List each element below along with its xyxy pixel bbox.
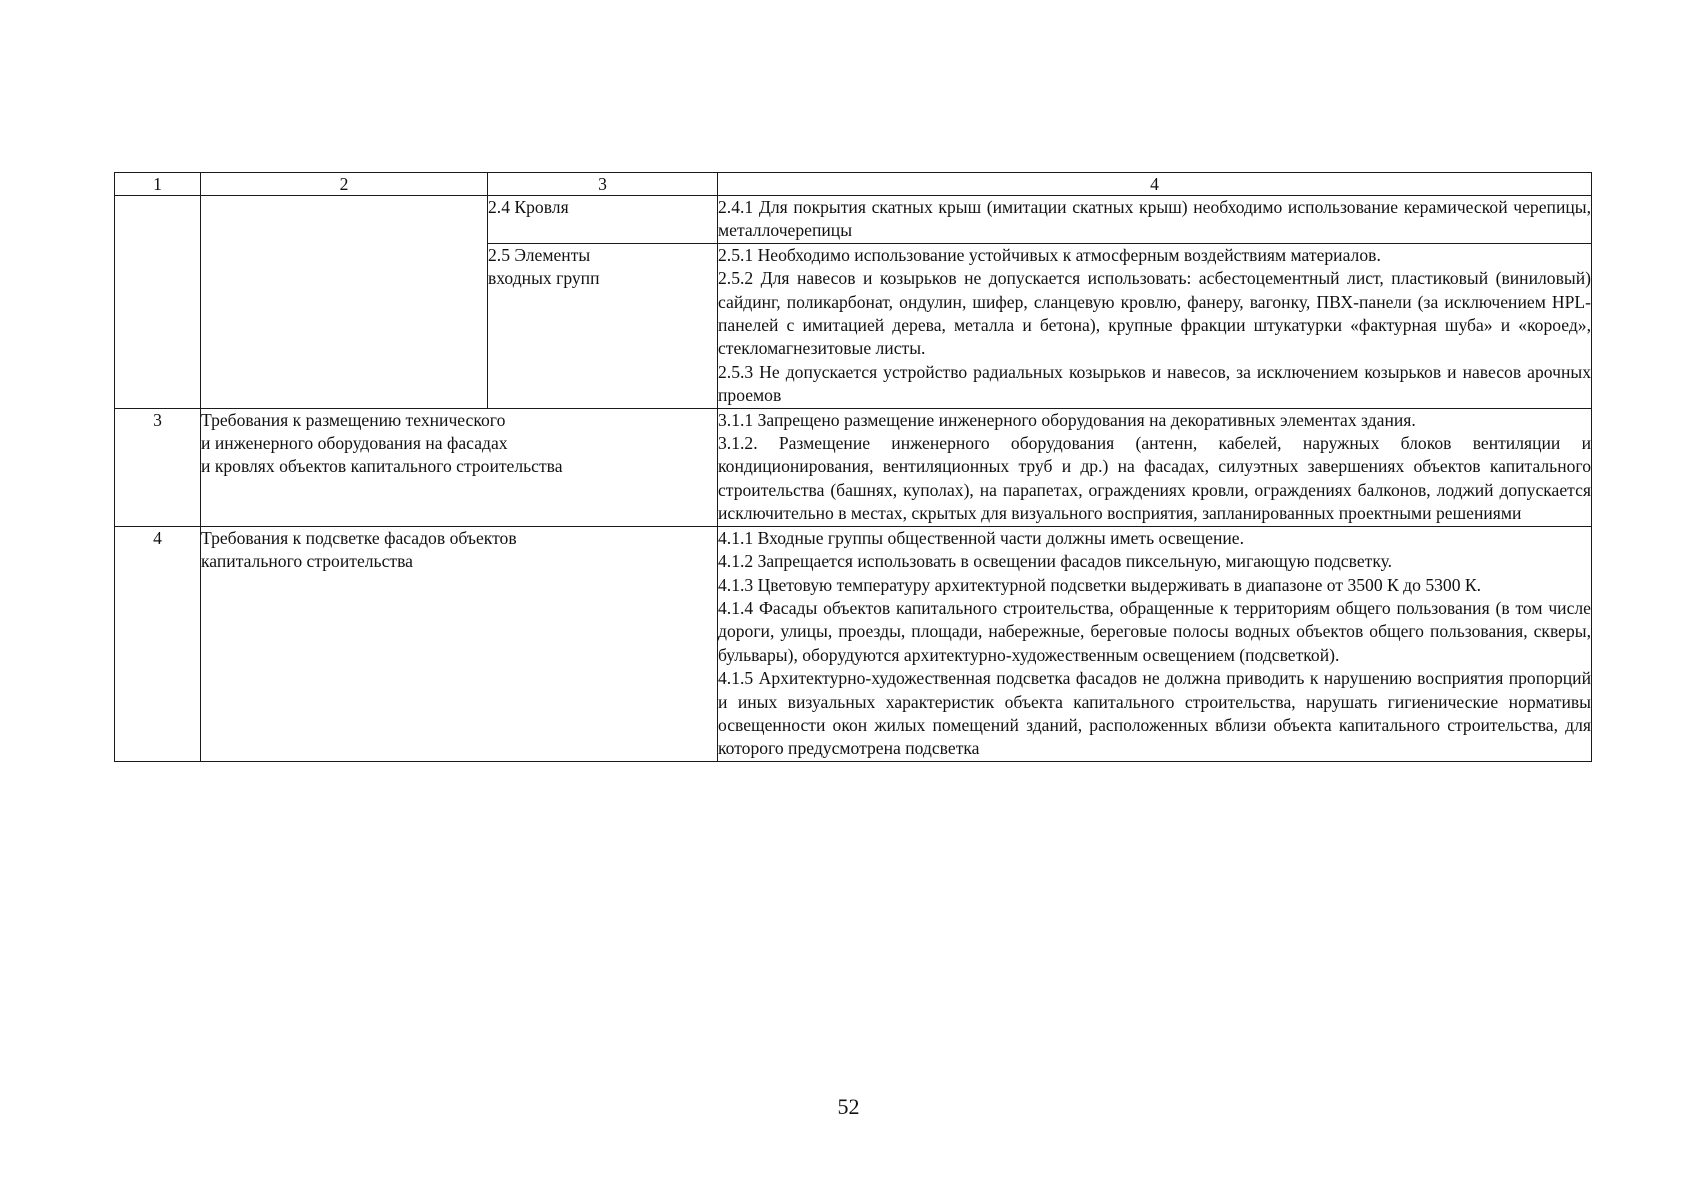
paragraph-4-1-1: 4.1.1 Входные группы общественной части должны иметь освещение. [718, 527, 1244, 548]
table-row-section-3 [115, 408, 1592, 526]
section3-title-line-1: Требования к размещению технического [201, 409, 506, 430]
roof-requirements [718, 196, 1592, 244]
header-col-4: 4 [718, 173, 1592, 196]
section3-title [201, 408, 718, 526]
paragraph-2-5-1: 2.5.1 Необходимо использование устойчивых к атмосферным воздействиям материалов. [718, 244, 1381, 265]
section4-requirements [718, 526, 1592, 761]
paragraph-2-4-1: 2.4.1 Для покрытия скатных крыш (имитации скатных крыш) необходимо использование керамической черепицы, металлочерепицы [718, 197, 1591, 241]
table-row-section-4 [115, 526, 1592, 761]
section4-title-line-1: Требования к подсветке фасадов объектов [201, 527, 517, 548]
section3-title-line-2: и инженерного оборудования на фасадах [201, 433, 508, 454]
paragraph-4-1-5: 4.1.5 Архитектурно-художественная подсветка фасадов не должна приводить к нарушению восприятия пропорций и иных визуальных характеристик объекта капитального строительства, нарушать гигиенические нормативы освещенности окон жилых помещений зданий, расположенных вблизи объекта капитального строительства, для которого предусмотрена подсветка [718, 668, 1591, 759]
table-row-roof [115, 196, 1592, 244]
paragraph-4-1-4: 4.1.4 Фасады объектов капитального строительства, обращенные к территориям общего пользования (в том числе дороги, улицы, проезды, площади, набережные, береговые полосы водных объектов общего пользования, скверы, бульвары), оборудуются архитектурно-художественным освещением (подсветкой). [718, 597, 1591, 665]
table-header-row [115, 173, 1592, 196]
section2-number-cell [115, 196, 201, 409]
page-number: 52 [837, 1094, 860, 1119]
section4-number: 4 [115, 526, 201, 761]
section3-number: 3 [115, 408, 201, 526]
entrance-label [488, 243, 718, 408]
entrance-label-line-2: входных групп [488, 268, 600, 289]
paragraph-4-1-2: 4.1.2 Запрещается использовать в освещении фасадов пиксельную, мигающую подсветку. [718, 551, 1393, 572]
header-col-1: 1 [115, 173, 201, 196]
roof-label: 2.4 Кровля [488, 196, 718, 244]
header-col-3: 3 [488, 173, 718, 196]
requirements-table [114, 172, 1592, 762]
header-col-2: 2 [201, 173, 488, 196]
paragraph-3-1-1: 3.1.1 Запрещено размещение инженерного оборудования на декоративных элементах здания. [718, 409, 1416, 430]
section3-title-line-3: и кровлях объектов капитального строительства [201, 456, 563, 477]
entrance-label-line-1: 2.5 Элементы [488, 244, 591, 265]
section4-title [201, 526, 718, 761]
entrance-requirements [718, 243, 1592, 408]
section3-requirements [718, 408, 1592, 526]
paragraph-4-1-3: 4.1.3 Цветовую температуру архитектурной подсветки выдерживать в диапазоне от 3500 К до 5300 К. [718, 574, 1482, 595]
section2-title-cell [201, 196, 488, 409]
paragraph-2-5-2: 2.5.2 Для навесов и козырьков не допускается использовать: асбестоцементный лист, пластиковый (виниловый) сайдинг, поликарбонат, ондулин, шифер, сланцевую кровлю, фанеру, вагонку, ПВХ-панели (за исключением HPL-панелей с имитацией дерева, металла и бетона), крупные фракции штукатурки «фактурная шуба» и «короед», стекломагнезитовые листы. [718, 268, 1591, 359]
section4-title-line-2: капитального строительства [201, 551, 413, 572]
paragraph-2-5-3: 2.5.3 Не допускается устройство радиальных козырьков и навесов, за исключением козырьков и навесов арочных проемов [718, 361, 1591, 406]
paragraph-3-1-2: 3.1.2. Размещение инженерного оборудования (антенн, кабелей, наружных блоков вентиляции и кондиционирования, вентиляционных труб и др.) на фасадах, силуэтных завершениях объектов капитального строительства (башнях, куполах), на парапетах, ограждениях кровли, ограждениях балконов, лоджий допускается исключительно в местах, скрытых для визуального восприятия, запланированных проектными решениями [718, 433, 1591, 524]
